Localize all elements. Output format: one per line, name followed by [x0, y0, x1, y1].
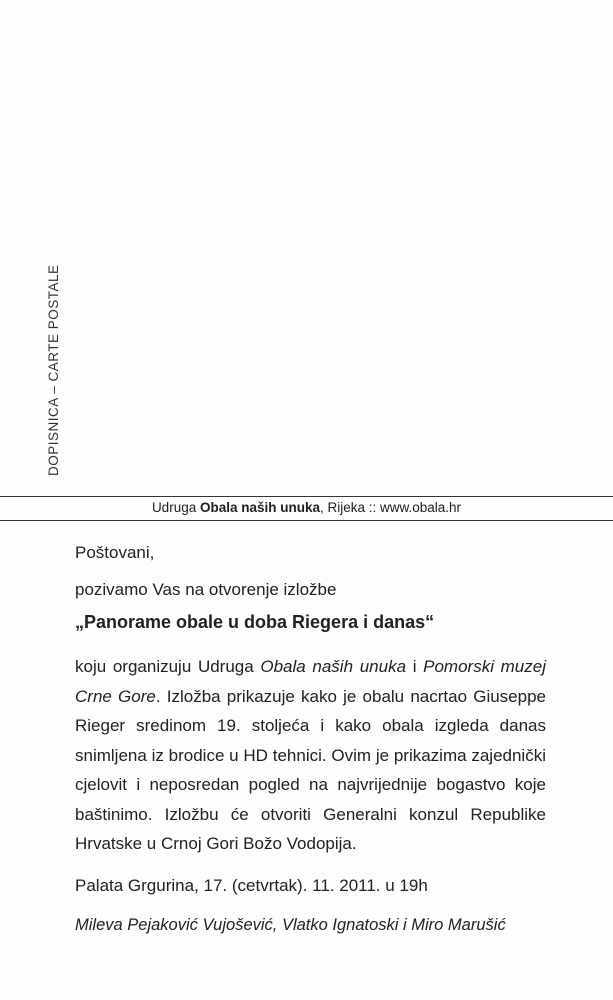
divider-top — [0, 496, 613, 497]
body-italic-org: Obala naših unuka — [260, 657, 407, 676]
place-and-date: Palata Grgurina, 17. (cetvrtak). 11. 2011. u 19h — [75, 876, 428, 895]
divider-bottom — [0, 520, 613, 521]
authors: Mileva Pejaković Vujošević, Vlatko Ignatoski i Miro Marušić — [75, 916, 506, 934]
body-paragraph — [75, 652, 546, 859]
body-part-2: i — [406, 657, 424, 676]
org-name: Obala naših unuka — [199, 500, 320, 515]
org-prefix: Udruga — [151, 500, 200, 515]
body-part-3: . Izložba prikazuje kako je obalu nacrtao Giuseppe Rieger sredinom 19. stoljeća i kako obala izgleda danas snimljena iz brodice u HD tehnici. Ovim je prikazima zajednički cjelovit i neposredan pogled na najvrijednije bogastvo koje baštinimo. Izložbu će otvoriti Generalni konzul Republike Hrvatske u Crnoj Gori Božo Vodopija. — [75, 686, 546, 853]
exhibition-title: „Panorame obale u doba Riegera i danas“ — [75, 612, 435, 632]
body-part-1: koju organizuju Udruga — [75, 657, 261, 676]
org-suffix: , Rijeka :: www.obala.hr — [320, 500, 462, 515]
organization-line — [0, 500, 613, 515]
greeting: Poštovani, — [75, 543, 155, 562]
invitation-line: pozivamo Vas na otvorenje izložbe — [75, 580, 337, 599]
postcard-vertical-label: DOPISNICA – CARTE POSTALE — [46, 264, 61, 476]
body-italic-museum: Pomorski muzej Crne Gore — [75, 657, 546, 706]
